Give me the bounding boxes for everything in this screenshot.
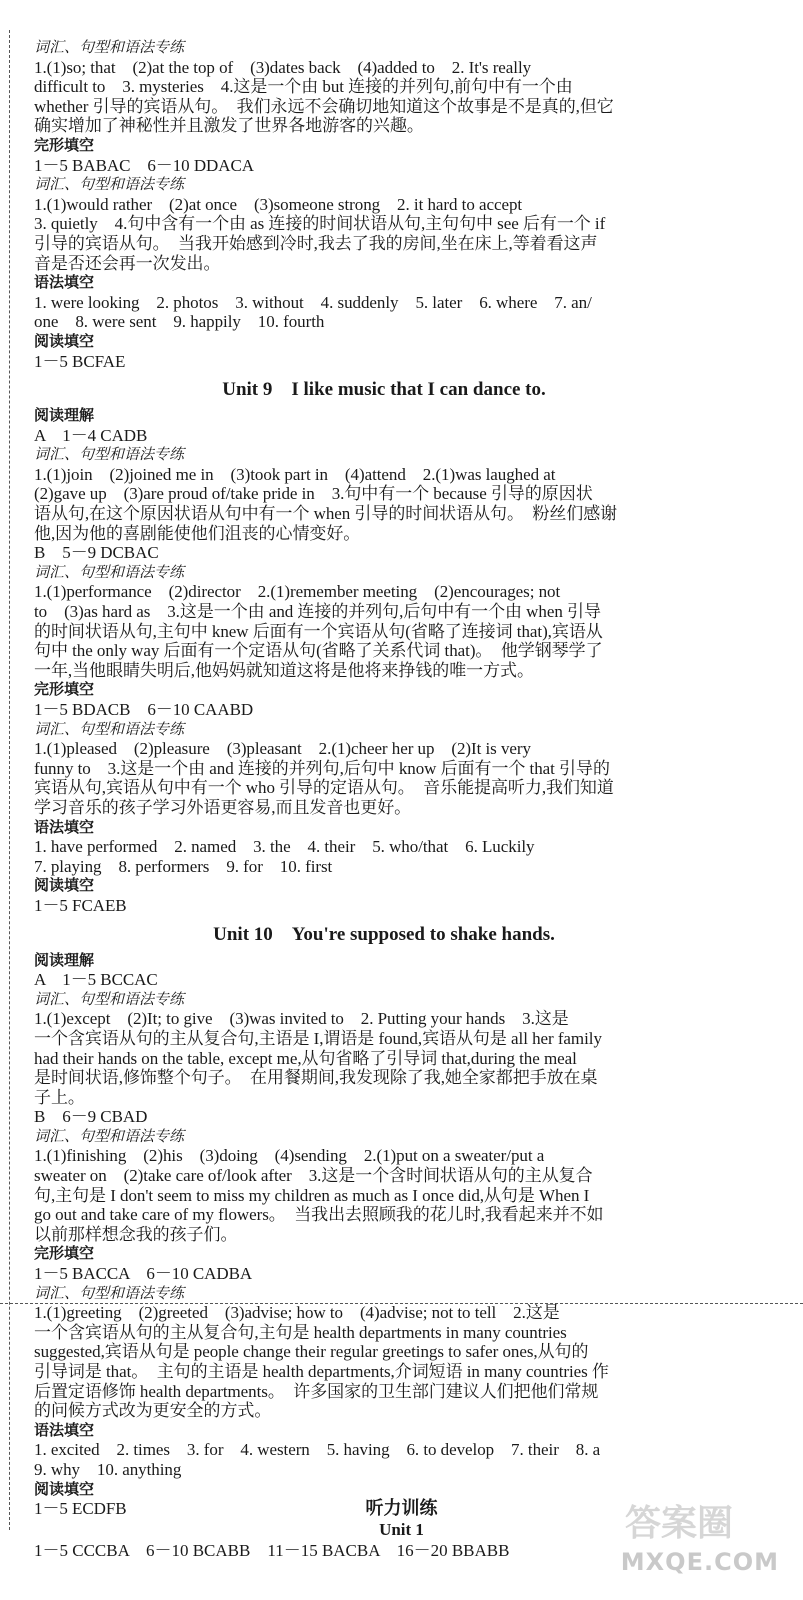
- section-heading: 阅读填空: [34, 331, 95, 350]
- answer-line: 是时间状语,修饰整个句子。 在用餐期间,我发现除了我,她全家都把手放在桌: [34, 1068, 598, 1088]
- answer-line: 的时间状语从句,主句中 knew 后面有一个宾语从句(省略了连接词 that),宾语从: [34, 621, 603, 641]
- answer-line: 以前那样想念我的孩子们。: [34, 1224, 238, 1244]
- section-heading: 完形填空: [34, 1244, 95, 1263]
- listening-title: 听力训练: [365, 1498, 438, 1519]
- listening-answers: 1－5 CCCBA 6－10 BCABB 11－15 BACBA 16－20 BBABB: [34, 1541, 510, 1560]
- answer-line: 他,因为他的喜剧能使他们沮丧的心情变好。: [34, 523, 361, 543]
- subsection-heading: 词汇、句型和语法专练: [34, 989, 185, 1008]
- answer-line: 后置定语修饰 health departments。 许多国家的卫生部门建议人们把他们常规: [34, 1381, 599, 1401]
- answer-line: suggested,宾语从句是 people change their regular greetings to safer ones,从句的: [34, 1342, 589, 1362]
- section-heading: 完形填空: [34, 680, 95, 699]
- answer-line: 宾语从句,宾语从句中有一个 who 引导的定语从句。 音乐能提高听力,我们知道: [34, 778, 614, 798]
- answer-line: 引导词是 that。 主句的主语是 health departments,介词短语 in many countries 作: [34, 1362, 609, 1381]
- answer-line: 1－5 BCFAE: [34, 351, 126, 371]
- answer-line: 1. were looking 2. photos 3. without 4. suddenly 5. later 6. where 7. an/: [34, 292, 592, 312]
- answer-line: 1.(1)pleased (2)pleasure (3)pleasant 2.(1)cheer her up (2)It is very: [34, 739, 531, 759]
- answer-line: 子上。: [34, 1087, 85, 1107]
- answer-line: 句中 the only way 后面有一个定语从句(省略了关系代词 that)。 他学钢琴学了: [34, 641, 603, 661]
- answer-line: 1－5 ECDFB: [34, 1499, 127, 1519]
- watermark-url: MXQE.COM: [620, 1548, 779, 1576]
- answer-line: 音是否还会再一次发出。: [34, 253, 221, 273]
- answer-line: 一个含宾语从句的主从复合句,主语是 I,谓语是 found,宾语从句是 all her family: [34, 1028, 602, 1048]
- section-heading: 阅读理解: [34, 406, 95, 425]
- section-heading: 完形填空: [34, 135, 95, 154]
- answer-line: 1.(1)join (2)joined me in (3)took part in (4)attend 2.(1)was laughed at: [34, 464, 556, 484]
- answer-line: A 1－4 CADB: [34, 425, 148, 445]
- answer-line: 确实增加了神秘性并且激发了世界各地游客的兴趣。: [34, 116, 424, 136]
- answer-line: go out and take care of my flowers。 当我出去照顾我的花儿时,我看起来并不如: [34, 1205, 604, 1225]
- answer-line: 1.(1)finishing (2)his (3)doing (4)sending 2.(1)put on a sweater/put a: [34, 1146, 545, 1166]
- subsection-heading: 词汇、句型和语法专练: [34, 719, 185, 738]
- watermark-logo: [543, 1503, 793, 1590]
- subsection-heading: 词汇、句型和语法专练: [34, 1283, 185, 1302]
- answer-line: 3. quietly 4.句中含有一个由 as 连接的时间状语从句,主句句中 see 后有一个 if: [34, 214, 606, 234]
- answer-line: 7. playing 8. performers 9. for 10. first: [34, 856, 333, 876]
- answer-line: A 1－5 BCCAC: [34, 970, 158, 990]
- answer-line: one 8. were sent 9. happily 10. fourth: [34, 312, 325, 332]
- answer-line: 1－5 BACCA 6－10 CADBA: [34, 1264, 253, 1284]
- answer-line: 句,主句是 I don't seem to miss my children as much as I once did,从句是 When I: [34, 1185, 590, 1205]
- answer-line: 学习音乐的孩子学习外语更容易,而且发音也更好。: [34, 797, 412, 817]
- watermark-cn: 答案圈: [624, 1503, 733, 1544]
- answer-line: 的问候方式改为更安全的方式。: [34, 1401, 272, 1421]
- answer-line: 1.(1)greeting (2)greeted (3)advise; how to (4)advise; not to tell 2.这是: [34, 1303, 560, 1323]
- subsection-heading: 词汇、句型和语法专练: [34, 562, 185, 581]
- section-heading: 语法填空: [34, 1420, 95, 1439]
- subsection-heading: 词汇、句型和语法专练: [34, 175, 185, 194]
- subsection-heading: 词汇、句型和语法专练: [34, 38, 185, 56]
- answer-line: 1.(1)except (2)It; to give (3)was invited to 2. Putting your hands 3.这是: [34, 1009, 569, 1029]
- section-heading: 阅读理解: [34, 950, 95, 969]
- subsection-heading: 词汇、句型和语法专练: [34, 1126, 185, 1145]
- section-heading: 阅读填空: [34, 876, 95, 895]
- answer-line: 语从句,在这个原因状语从句中有一个 when 引导的时间状语从句。 粉丝们感谢: [34, 504, 618, 524]
- answer-line: 1. have performed 2. named 3. the 4. their 5. who/that 6. Luckily: [34, 837, 535, 857]
- answer-line: 1.(1)so; that (2)at the top of (3)dates back (4)added to 2. It's really: [34, 57, 532, 77]
- answer-line: sweater on (2)take care of/look after 3.这是一个含时间状语从句的主从复合: [34, 1166, 593, 1186]
- answer-line: funny to 3.这是一个由 and 连接的并列句,后句中 know 后面有一个 that 引导的: [34, 758, 610, 778]
- answer-line: 1－5 FCAEB: [34, 895, 127, 915]
- answer-line: had their hands on the table, except me,从句省略了引导词 that,during the meal: [34, 1048, 577, 1068]
- section-heading: 语法填空: [34, 273, 95, 292]
- answer-line: 9. why 10. anything: [34, 1459, 182, 1479]
- answer-line: 一年,当他眼睛失明后,他妈妈就知道这将是他将来挣钱的唯一方式。: [34, 660, 534, 680]
- answer-line: B 5－9 DCBAC: [34, 543, 159, 563]
- section-heading: 语法填空: [34, 817, 95, 836]
- answer-line: 1－5 BABAC 6－10 DDACA: [34, 155, 255, 175]
- answer-line: difficult to 3. mysteries 4.这是一个由 but 连接的并列句,前句中有一个由: [34, 77, 573, 97]
- answer-line: 一个含宾语从句的主从复合句,主句是 health departments in many countries: [34, 1322, 567, 1342]
- answer-line: to (3)as hard as 3.这是一个由 and 连接的并列句,后句中有一个由 when 引导: [34, 602, 601, 622]
- unit-title: Unit 9 I like music that I can dance to.: [222, 379, 546, 401]
- answer-content: [34, 38, 734, 1519]
- answer-line: B 6－9 CBAD: [34, 1107, 148, 1127]
- answer-line: 1.(1)would rather (2)at once (3)someone strong 2. it hard to accept: [34, 194, 523, 214]
- answer-line: 引导的宾语从句。 当我开始感到冷时,我去了我的房间,坐在床上,等着看这声: [34, 233, 598, 253]
- section-heading: 阅读填空: [34, 1479, 95, 1498]
- unit-title: Unit 10 You're supposed to shake hands.: [213, 923, 555, 945]
- listening-unit-title: Unit 1: [379, 1520, 424, 1539]
- answer-line: 1. excited 2. times 3. for 4. western 5. having 6. to develop 7. their 8. a: [34, 1440, 601, 1460]
- subsection-heading: 词汇、句型和语法专练: [34, 445, 185, 464]
- answer-line: (2)gave up (3)are proud of/take pride in 3.句中有一个 because 引导的原因状: [34, 484, 593, 504]
- answer-line: 1－5 BDACB 6－10 CAABD: [34, 700, 254, 719]
- left-dashed-border: [9, 30, 10, 1530]
- answer-line: 1.(1)performance (2)director 2.(1)remember meeting (2)encourages; not: [34, 582, 561, 602]
- answer-line: whether 引导的宾语从句。 我们永远不会确切地知道这个故事是不是真的,但它: [34, 96, 614, 116]
